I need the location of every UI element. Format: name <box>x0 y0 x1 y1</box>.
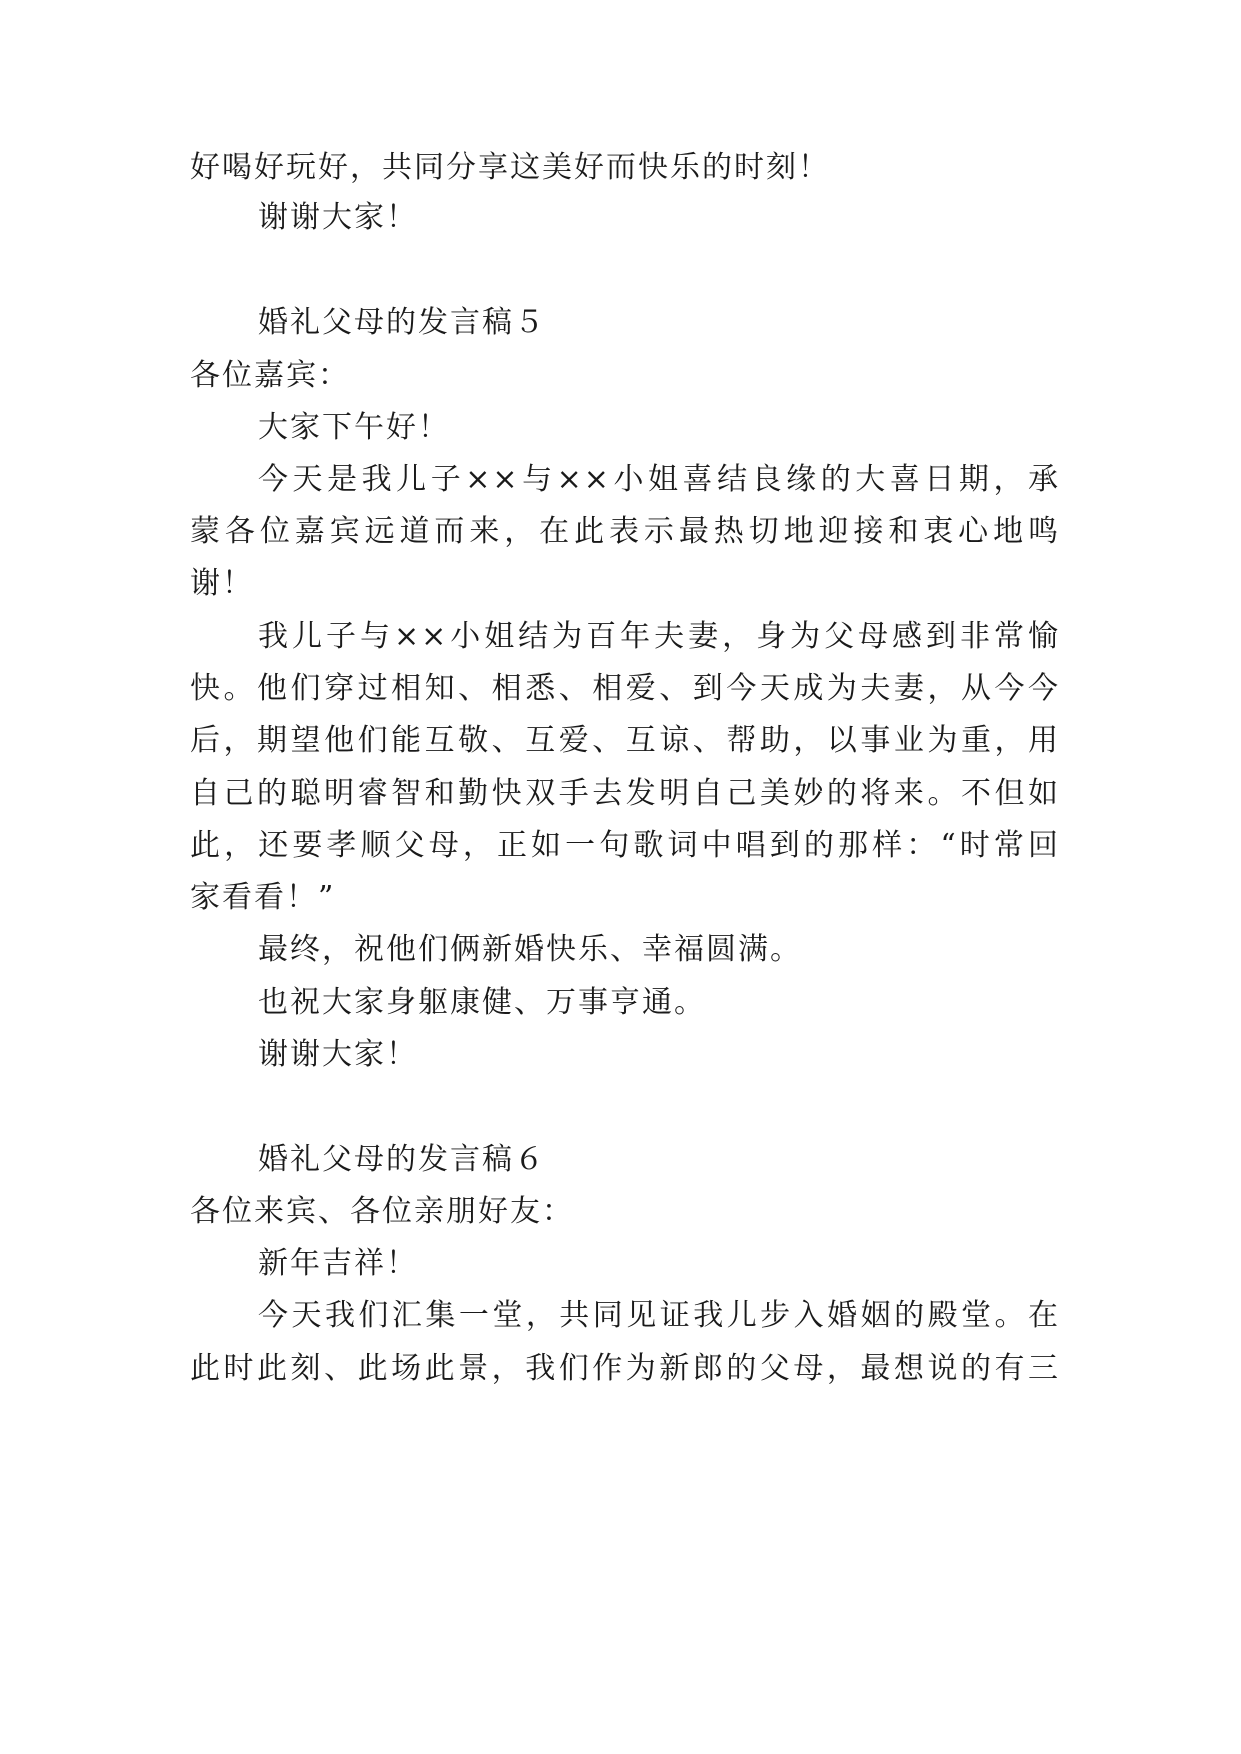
section-6-greeting: 新年吉祥！ <box>258 1246 418 1281</box>
section-6-title: 婚礼父母的发言稿６ <box>258 1142 546 1177</box>
section-5-paragraph-2-line-1: 我儿子与××小姐结为百年夫妻，身为父母感到非常愉 <box>258 619 1060 654</box>
section-6-paragraph-1-line-2: 此时此刻、此场此景，我们作为新郎的父母，最想说的有三 <box>190 1351 1060 1386</box>
section-5-paragraph-2-line-3: 后，期望他们能互敬、互爱、互谅、帮助，以事业为重，用 <box>190 723 1060 758</box>
section-5-paragraph-4: 也祝大家身躯康健、万事亨通。 <box>258 985 706 1020</box>
section-5-title: 婚礼父母的发言稿５ <box>258 305 546 340</box>
section-5-paragraph-1-line-1: 今天是我儿子××与××小姐喜结良缘的大喜日期，承 <box>258 462 1060 497</box>
section-5-paragraph-2-line-6: 家看看！” <box>190 880 336 915</box>
section-6-paragraph-1-line-1: 今天我们汇集一堂，共同见证我儿步入婚姻的殿堂。在 <box>258 1298 1060 1333</box>
section-5-paragraph-3: 最终，祝他们俩新婚快乐、幸福圆满。 <box>258 932 802 967</box>
section-5-paragraph-1-line-3: 谢！ <box>190 566 254 601</box>
section-5-paragraph-2-line-5: 此，还要孝顺父母，正如一句歌词中唱到的那样：“时常回 <box>190 828 1060 863</box>
section-5-salutation: 各位嘉宾： <box>190 358 350 393</box>
section-6-salutation: 各位来宾、各位亲朋好友： <box>190 1194 574 1229</box>
section-5-paragraph-2-line-2: 快。他们穿过相知、相悉、相爱、到今天成为夫妻，从今今 <box>190 671 1060 706</box>
section-5-paragraph-1-line-2: 蒙各位嘉宾远道而来，在此表示最热切地迎接和衷心地鸣 <box>190 514 1060 549</box>
section-5-greeting: 大家下午好！ <box>258 410 450 445</box>
section-5-thanks: 谢谢大家！ <box>258 1037 418 1072</box>
intro-thanks: 谢谢大家！ <box>258 200 418 235</box>
intro-line: 好喝好玩好，共同分享这美好而快乐的时刻！ <box>190 150 830 185</box>
section-5-paragraph-2-line-4: 自己的聪明睿智和勤快双手去发明自己美妙的将来。不但如 <box>190 776 1060 811</box>
